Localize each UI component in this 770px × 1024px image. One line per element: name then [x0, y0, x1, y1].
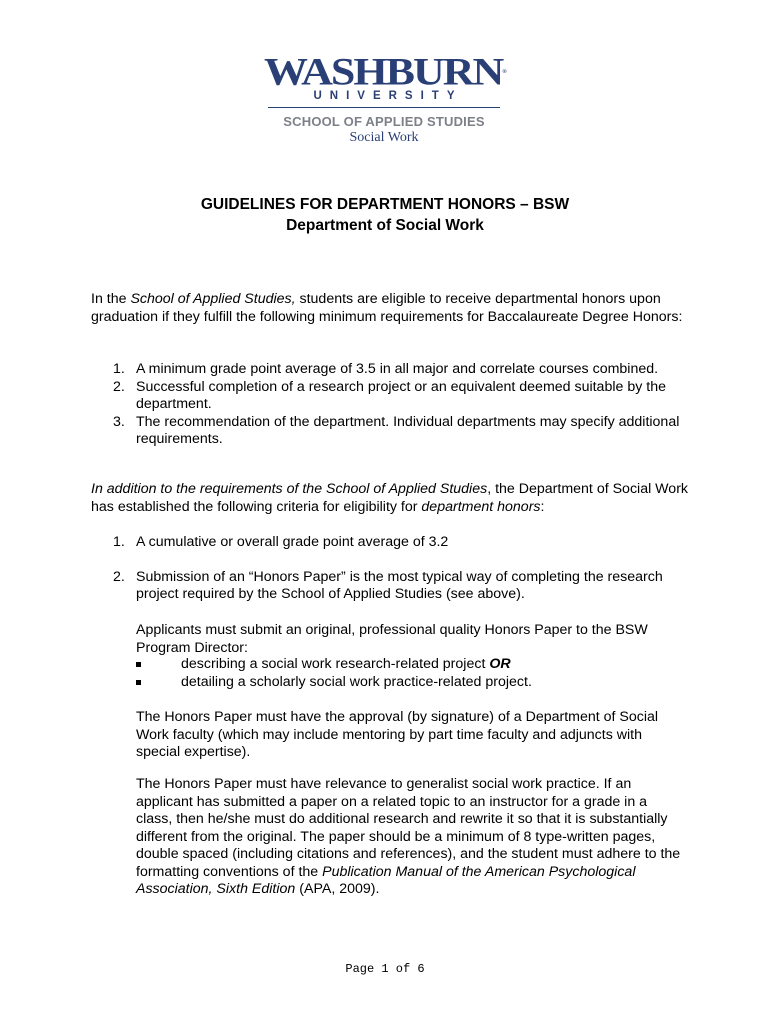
square-bullet-icon: [136, 680, 141, 685]
apa-manual-title: Publication Manual of the American Psychological Association, Sixth Edition: [136, 863, 636, 897]
list-item: 1. A cumulative or overall grade point average of 3.2: [113, 534, 449, 550]
logo-trademark: ®: [502, 69, 507, 75]
criteria-list: [91, 534, 691, 604]
logo-wordmark: WASHBURN: [264, 49, 503, 94]
logo-university: UNIVERSITY: [313, 90, 463, 102]
requirements-list: [91, 361, 691, 449]
logo-school-name: SCHOOL OF APPLIED STUDIES: [283, 114, 485, 129]
list-item: 2. Successful completion of a research project or an equivalent deemed suitable by the department.: [113, 378, 666, 412]
document-subtitle: Department of Social Work: [286, 217, 484, 234]
logo-divider: [268, 107, 500, 108]
intro-paragraph: In the School of Applied Studies, students are eligible to receive departmental honors upon graduation if they fulfill the following minimum requirements for Baccalaureate Degree Honors:: [91, 291, 683, 325]
or-emphasis: OR: [489, 656, 511, 672]
relevance-paragraph: The Honors Paper must have relevance to generalist social work practice. If an applicant has submitted a paper on a related topic to an instructor for a grade in a class, then he/she must do additional research and rewrite it so that it is substantially different from the original. The paper should be a minimum of 8 type-written pages, double spaced (including citations and references), and the student must adhere to the formatting conventions of the Publication Manual of the American Psychological Association, Sixth Edition (APA, 2009).: [136, 776, 681, 897]
list-item: 3. The recommendation of the department. Individual departments may specify additional requirements.: [113, 413, 680, 447]
document-title: GUIDELINES FOR DEPARTMENT HONORS – BSW: [200, 196, 570, 213]
list-item: 1. A minimum grade point average of 3.5 in all major and correlate courses combined.: [113, 361, 659, 377]
washburn-logo: [264, 49, 507, 146]
school-name-italic: School of Applied Studies,: [130, 291, 296, 307]
approval-paragraph: The Honors Paper must have the approval (by signature) of a Department of Social Work faculty (which may include mentoring by part time faculty and adjuncts with special expertise).: [136, 709, 659, 760]
list-item: 2. Submission of an “Honors Paper” is the most typical way of completing the research project required by the School of Applied Studies (see above).: [113, 568, 663, 602]
page-number-footer: Page 1 of 6: [345, 962, 425, 976]
square-bullet-icon: [136, 662, 141, 667]
criteria-intro-paragraph: In addition to the requirements of the School of Applied Studies, the Department of Social Work has established the following criteria for eligibility for department honors:: [91, 481, 689, 515]
document-page: WASHBURN® UNIVERSITY SCHOOL OF APPLIED STUDIES Social Work GUIDELINES FOR DEPARTMENT HONORS – BSW Department of Social Work In the School of Applied Studies, students are eligible to receive departmental honors upon graduation if they fulfill the following minimum requirements for Baccalaureate Degree Honors: 1. A minimum grade point average of 3.5 in all major and correlate courses combined. 2. Successful completion of a research project or an equivalent deemed suitable by the department. 3. The recommendation of the department. Individual departments may specify additional requirements. In addition to the requirements of the School of Applied Studies, the Department of Social Work has established the following criteria for eligibility for department honors: 1. A cumulative or overall grade point average of 3.2 2. Submission of an “Honors Paper” is the most typical way of completing the research project required by the School of Applied Studies (see above). Applicants must submit an original, professional quality Honors Paper to the BSW Program Director: describing a social work research-related project OR detailing a scholarly social work practice-related project. The Honors Paper must have the approval (by signature) of a Department of Social Work faculty (which may include mentoring by part time faculty and adjuncts with special expertise). The Honors Paper must have relevance to generalist social work practice. If an applicant has submitted a paper on a related topic to an instructor for a grade in a class, then he/she must do additional research and rewrite it so that it is substantially different from the original. The paper should be a minimum of 8 type-written pages, double spaced (including citations and references), and the student must adhere to the formatting conventions of the Publication Manual of the American Psychological Association, Sixth Edition (APA, 2009). Page 1 of 6: [0, 0, 770, 1024]
logo-department-name: Social Work: [349, 130, 419, 145]
submission-paragraph: Applicants must submit an original, professional quality Honors Paper to the BSW Program Director:: [136, 622, 648, 656]
